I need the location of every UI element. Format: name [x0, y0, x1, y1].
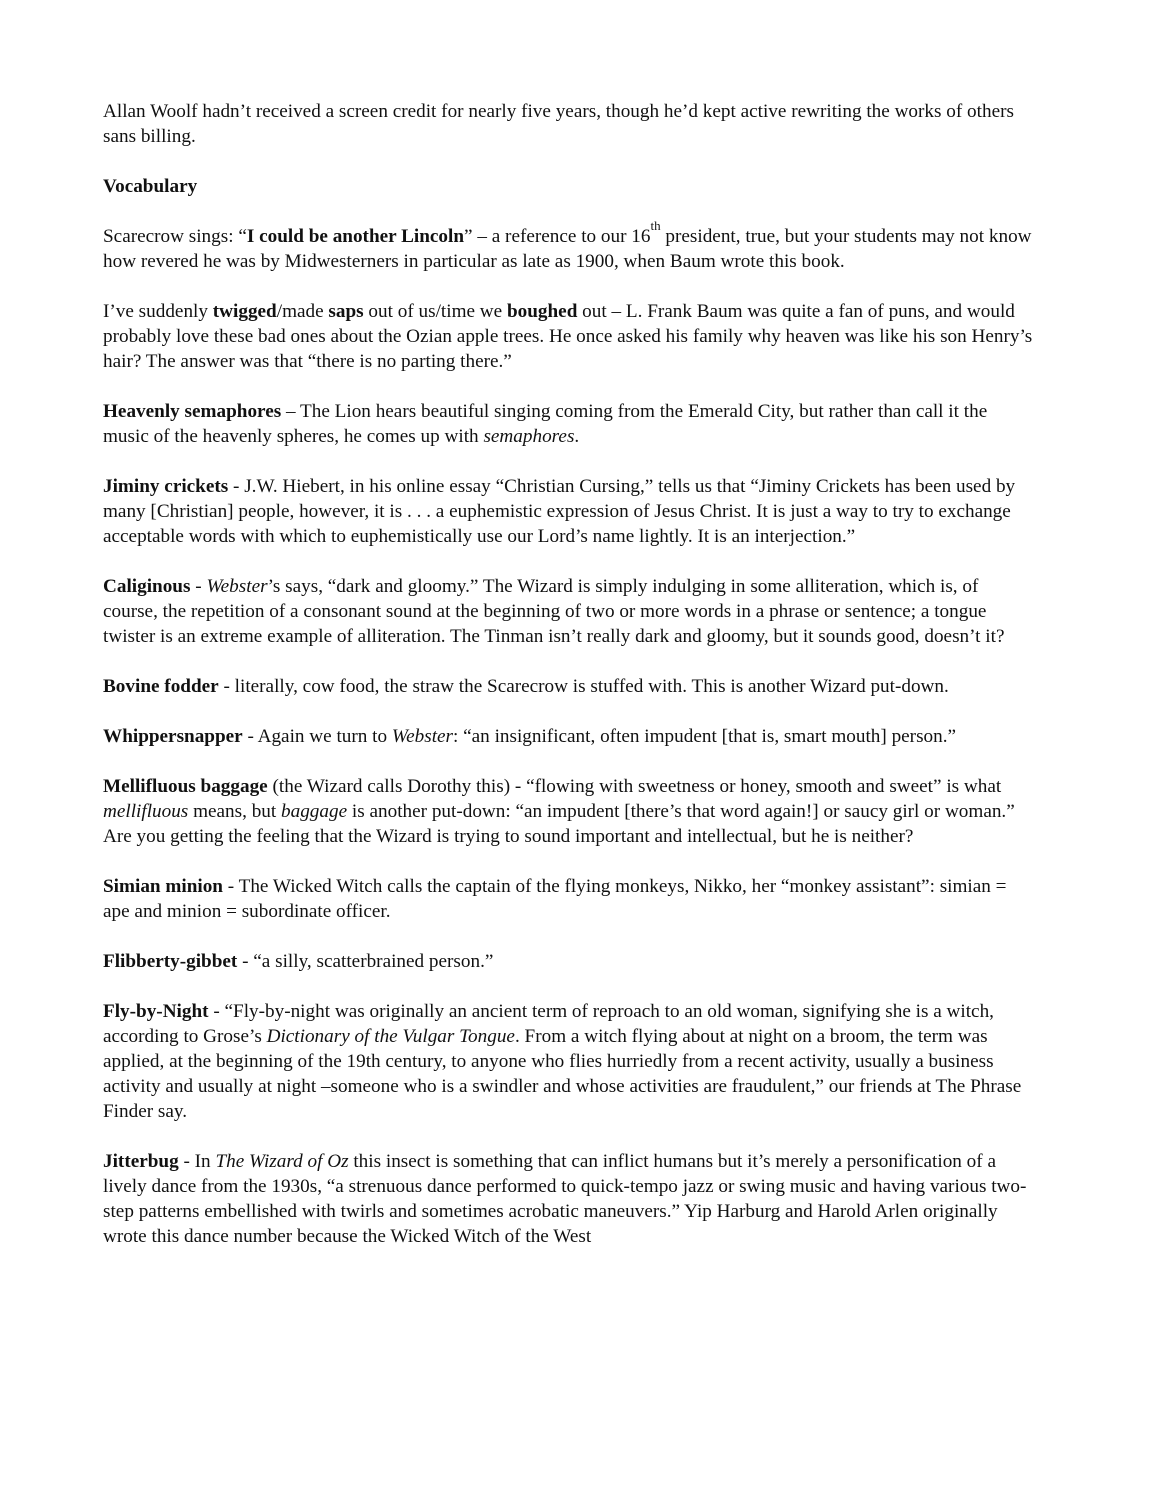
vocab-term: Bovine fodder	[103, 676, 219, 697]
document-page	[103, 99, 1033, 1274]
entry-bovine: Bovine fodder - literally, cow food, the straw the Scarecrow is stuffed with. This is another Wizard put-down.	[103, 676, 949, 697]
term-twigged: twigged	[212, 301, 277, 322]
lincoln-paragraph: Scarecrow sings: “I could be another Lincoln” – a reference to our 16th president, true, but your students may not know how revered he was by Midwesterners in particular as late as 1900, when Baum wrote this book.	[103, 218, 1032, 272]
entry-mellifluous: Mellifluous baggage (the Wizard calls Dorothy this) - “flowing with sweetness or honey, smooth and sweet” is what mellifluous means, but baggage is another put-down: “an impudent [there’s that word again!] or saucy girl or woman.” Are you getting the feeling that the Wizard is trying to sound important and intellectual, but he is neither?	[103, 776, 1015, 847]
entry-semaphores: Heavenly semaphores – The Lion hears beautiful singing coming from the Emerald City, but rather than call it the music of the heavenly spheres, he comes up with semaphores.	[103, 401, 988, 447]
vocab-term: Mellifluous baggage	[103, 776, 268, 797]
vocab-term: Whippersnapper	[103, 726, 243, 747]
vocab-term: Fly-by-Night	[103, 1001, 209, 1022]
puns-paragraph: I’ve suddenly twigged/made saps out of us/time we boughed out – L. Frank Baum was quite a fan of puns, and would probably love these bad ones about the Ozian apple trees. He once asked his family why heaven was like his son Henry’s hair? The answer was that “there is no parting there.”	[103, 301, 1033, 372]
vocab-term: Caliginous	[103, 576, 191, 597]
term-lincoln: I could be another Lincoln	[246, 226, 465, 247]
term-boughed: boughed	[506, 301, 578, 322]
entry-jiminy: Jiminy crickets - J.W. Hiebert, in his online essay “Christian Cursing,” tells us that “Jiminy Crickets has been used by many [Christian] people, however, it is . . . a euphemistic expression of Jesus Christ. It is just a way to try to exchange acceptable words with which to euphemistically use our Lord’s name lightly. It is an interjection.”	[103, 476, 1016, 547]
entry-simian: Simian minion - The Wicked Witch calls the captain of the flying monkeys, Nikko, her “monkey assistant”: simian = ape and minion = subordinate officer.	[103, 876, 1007, 922]
vocab-term: Heavenly semaphores	[103, 401, 282, 422]
vocab-term: Simian minion	[103, 876, 223, 897]
entry-caliginous: Caliginous - Webster’s says, “dark and gloomy.” The Wizard is simply indulging in some alliteration, which is, of course, the repetition of a consonant sound at the beginning of two or more words in a phrase or sentence; a tongue twister is an extreme example of alliteration. The Tinman isn’t really dark and gloomy, but it sounds good, doesn’t it?	[103, 576, 1005, 647]
vocab-term: Flibberty-gibbet	[103, 951, 238, 972]
entry-whippersnapper: Whippersnapper - Again we turn to Webster: “an insignificant, often impudent [that is, smart mouth] person.”	[103, 726, 957, 747]
vocab-term: Jitterbug	[103, 1151, 179, 1172]
entry-jitterbug: Jitterbug - In The Wizard of Oz this insect is something that can inflict humans but it’s merely a personification of a lively dance from the 1930s, “a strenuous dance performed to quick-tempo jazz or swing music and having various two-step patterns embellished with twirls and sometimes acrobatic maneuvers.” Yip Harburg and Harold Arlen originally wrote this dance number because the Wicked Witch of the West	[103, 1151, 1027, 1247]
term-saps: saps	[328, 301, 364, 322]
vocab-term: Jiminy crickets	[103, 476, 229, 497]
section-heading: Vocabulary	[103, 176, 198, 197]
entry-flibberty: Flibberty-gibbet - “a silly, scatterbrained person.”	[103, 951, 494, 972]
intro-paragraph: Allan Woolf hadn’t received a screen credit for nearly five years, though he’d kept active rewriting the works of others sans billing.	[103, 101, 1014, 147]
entry-fly-by-night: Fly-by-Night - “Fly-by-night was originally an ancient term of reproach to an old woman, signifying she is a witch, according to Grose’s Dictionary of the Vulgar Tongue. From a witch flying about at night on a broom, the term was applied, at the beginning of the 19th century, to anyone who flies hurriedly from a recent activity, usually a business activity and usually at night –someone who is a swindler and whose activities are fraudulent,” our friends at The Phrase Finder say.	[103, 1001, 1022, 1122]
